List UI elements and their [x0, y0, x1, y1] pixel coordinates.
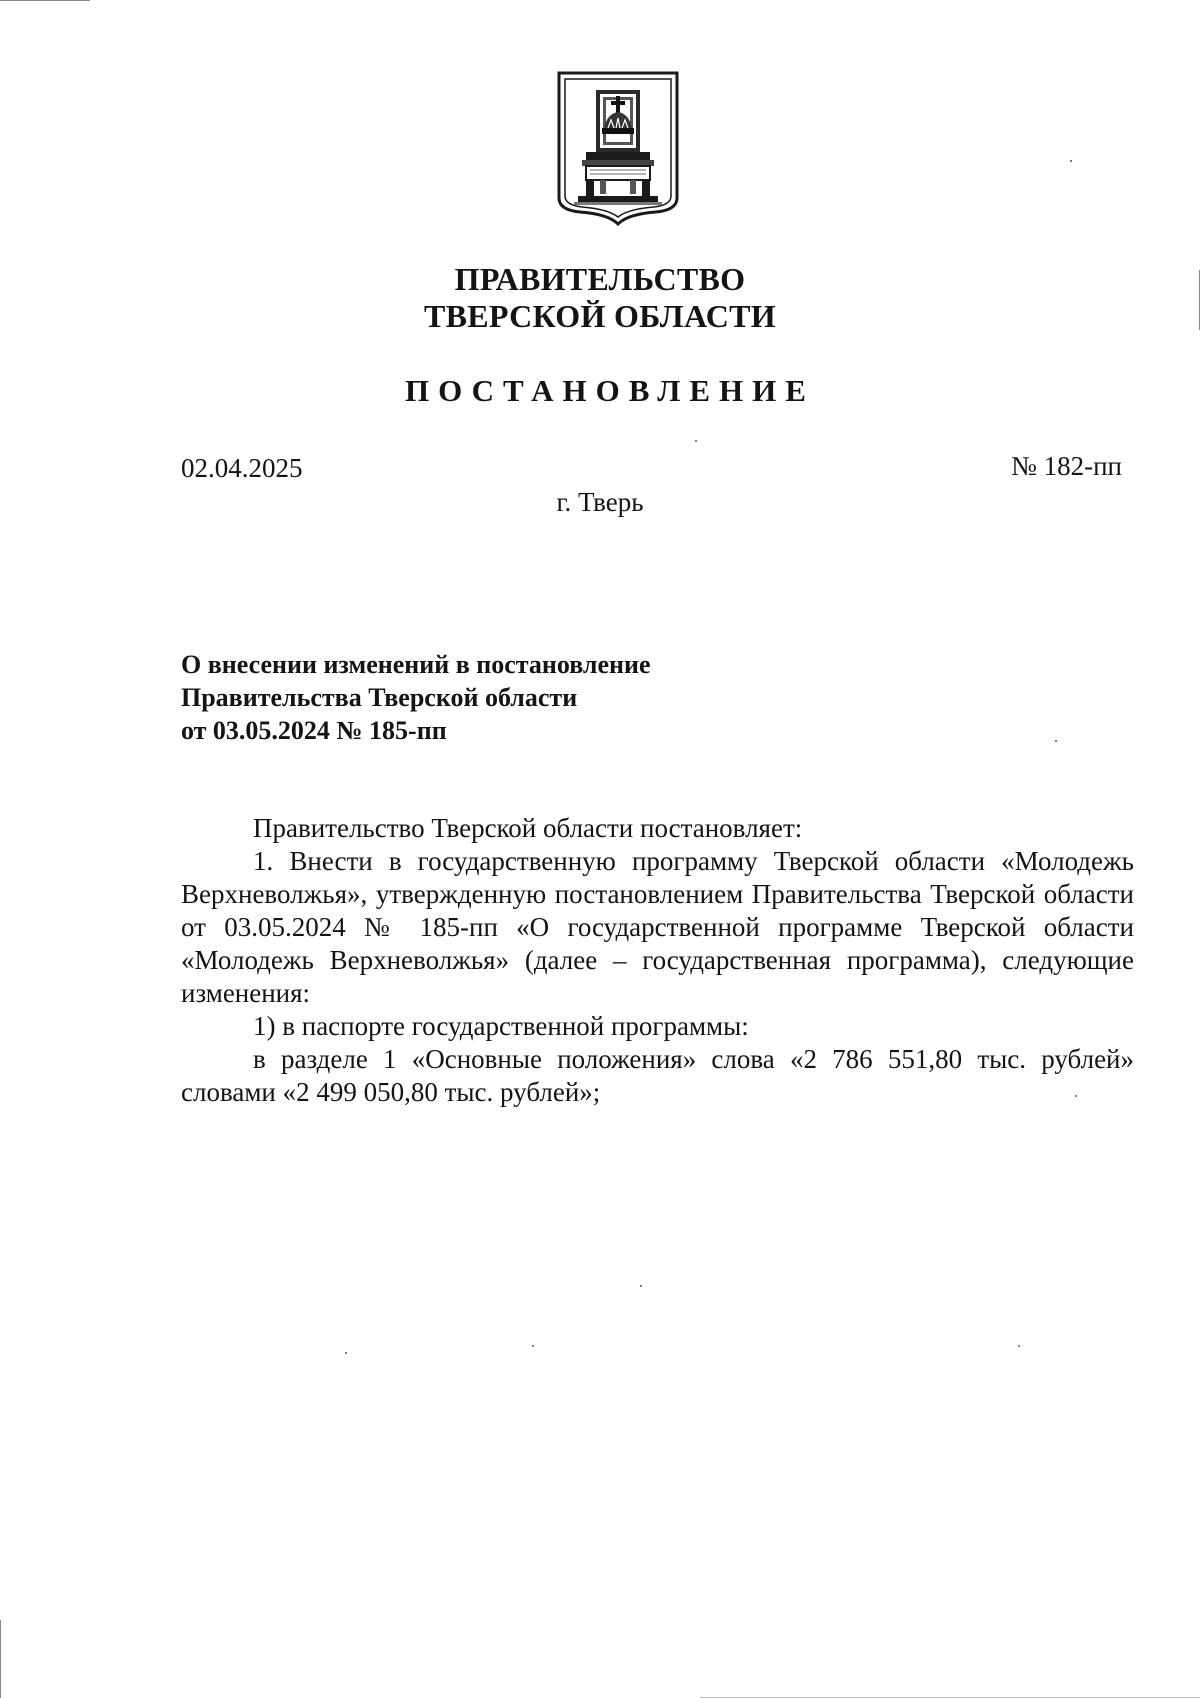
document-date: 02.04.2025 — [181, 453, 303, 483]
scan-speck — [695, 440, 697, 442]
scan-edge-line — [0, 0, 90, 1]
document-subject — [181, 648, 651, 747]
scan-speck — [1018, 1345, 1020, 1347]
body-paragraph: в разделе 1 «Основные положения» слова «2 786 551,80 тыс. рублей» словами «2 499 050,80 тыс. рублей»; — [181, 1044, 1134, 1107]
scan-speck — [1055, 740, 1057, 742]
document-city: г. Тверь — [556, 487, 644, 517]
scan-speck — [640, 1285, 642, 1287]
scan-speck — [1070, 160, 1072, 162]
scan-speck — [532, 1345, 534, 1347]
subject-line: Правительства Тверской области — [181, 683, 578, 712]
tver-coat-of-arms-icon — [556, 70, 680, 226]
body-paragraph: Правительство Тверской области постановляет: — [253, 813, 803, 843]
document-number: № 182-пп — [1011, 451, 1122, 481]
scan-edge-line — [0, 1620, 1, 1698]
subject-line: от 03.05.2024 № 185-пп — [181, 716, 447, 745]
document-type-title: ПОСТАНОВЛЕНИЕ — [405, 373, 815, 408]
scan-speck — [345, 1352, 347, 1354]
document-body — [181, 812, 1134, 1109]
government-title-line1: ПРАВИТЕЛЬСТВО — [454, 261, 746, 297]
body-paragraph: 1. Внести в государственную программу Тверской области «Молодежь Верхневолжья», утвержденную постановлением Правительства Тверской области от 03.05.2024 № 185-пп «О государственной программе Тверской области «Молодежь Верхневолжья» (далее – государственная программа), следующие изменения: — [181, 846, 1134, 1008]
scan-speck — [1075, 1095, 1077, 1097]
government-title-line2: ТВЕРСКОЙ ОБЛАСТИ — [423, 298, 777, 334]
body-paragraph: 1) в паспорте государственной программы: — [253, 1011, 749, 1041]
subject-line: О внесении изменений в постановление — [181, 650, 651, 679]
